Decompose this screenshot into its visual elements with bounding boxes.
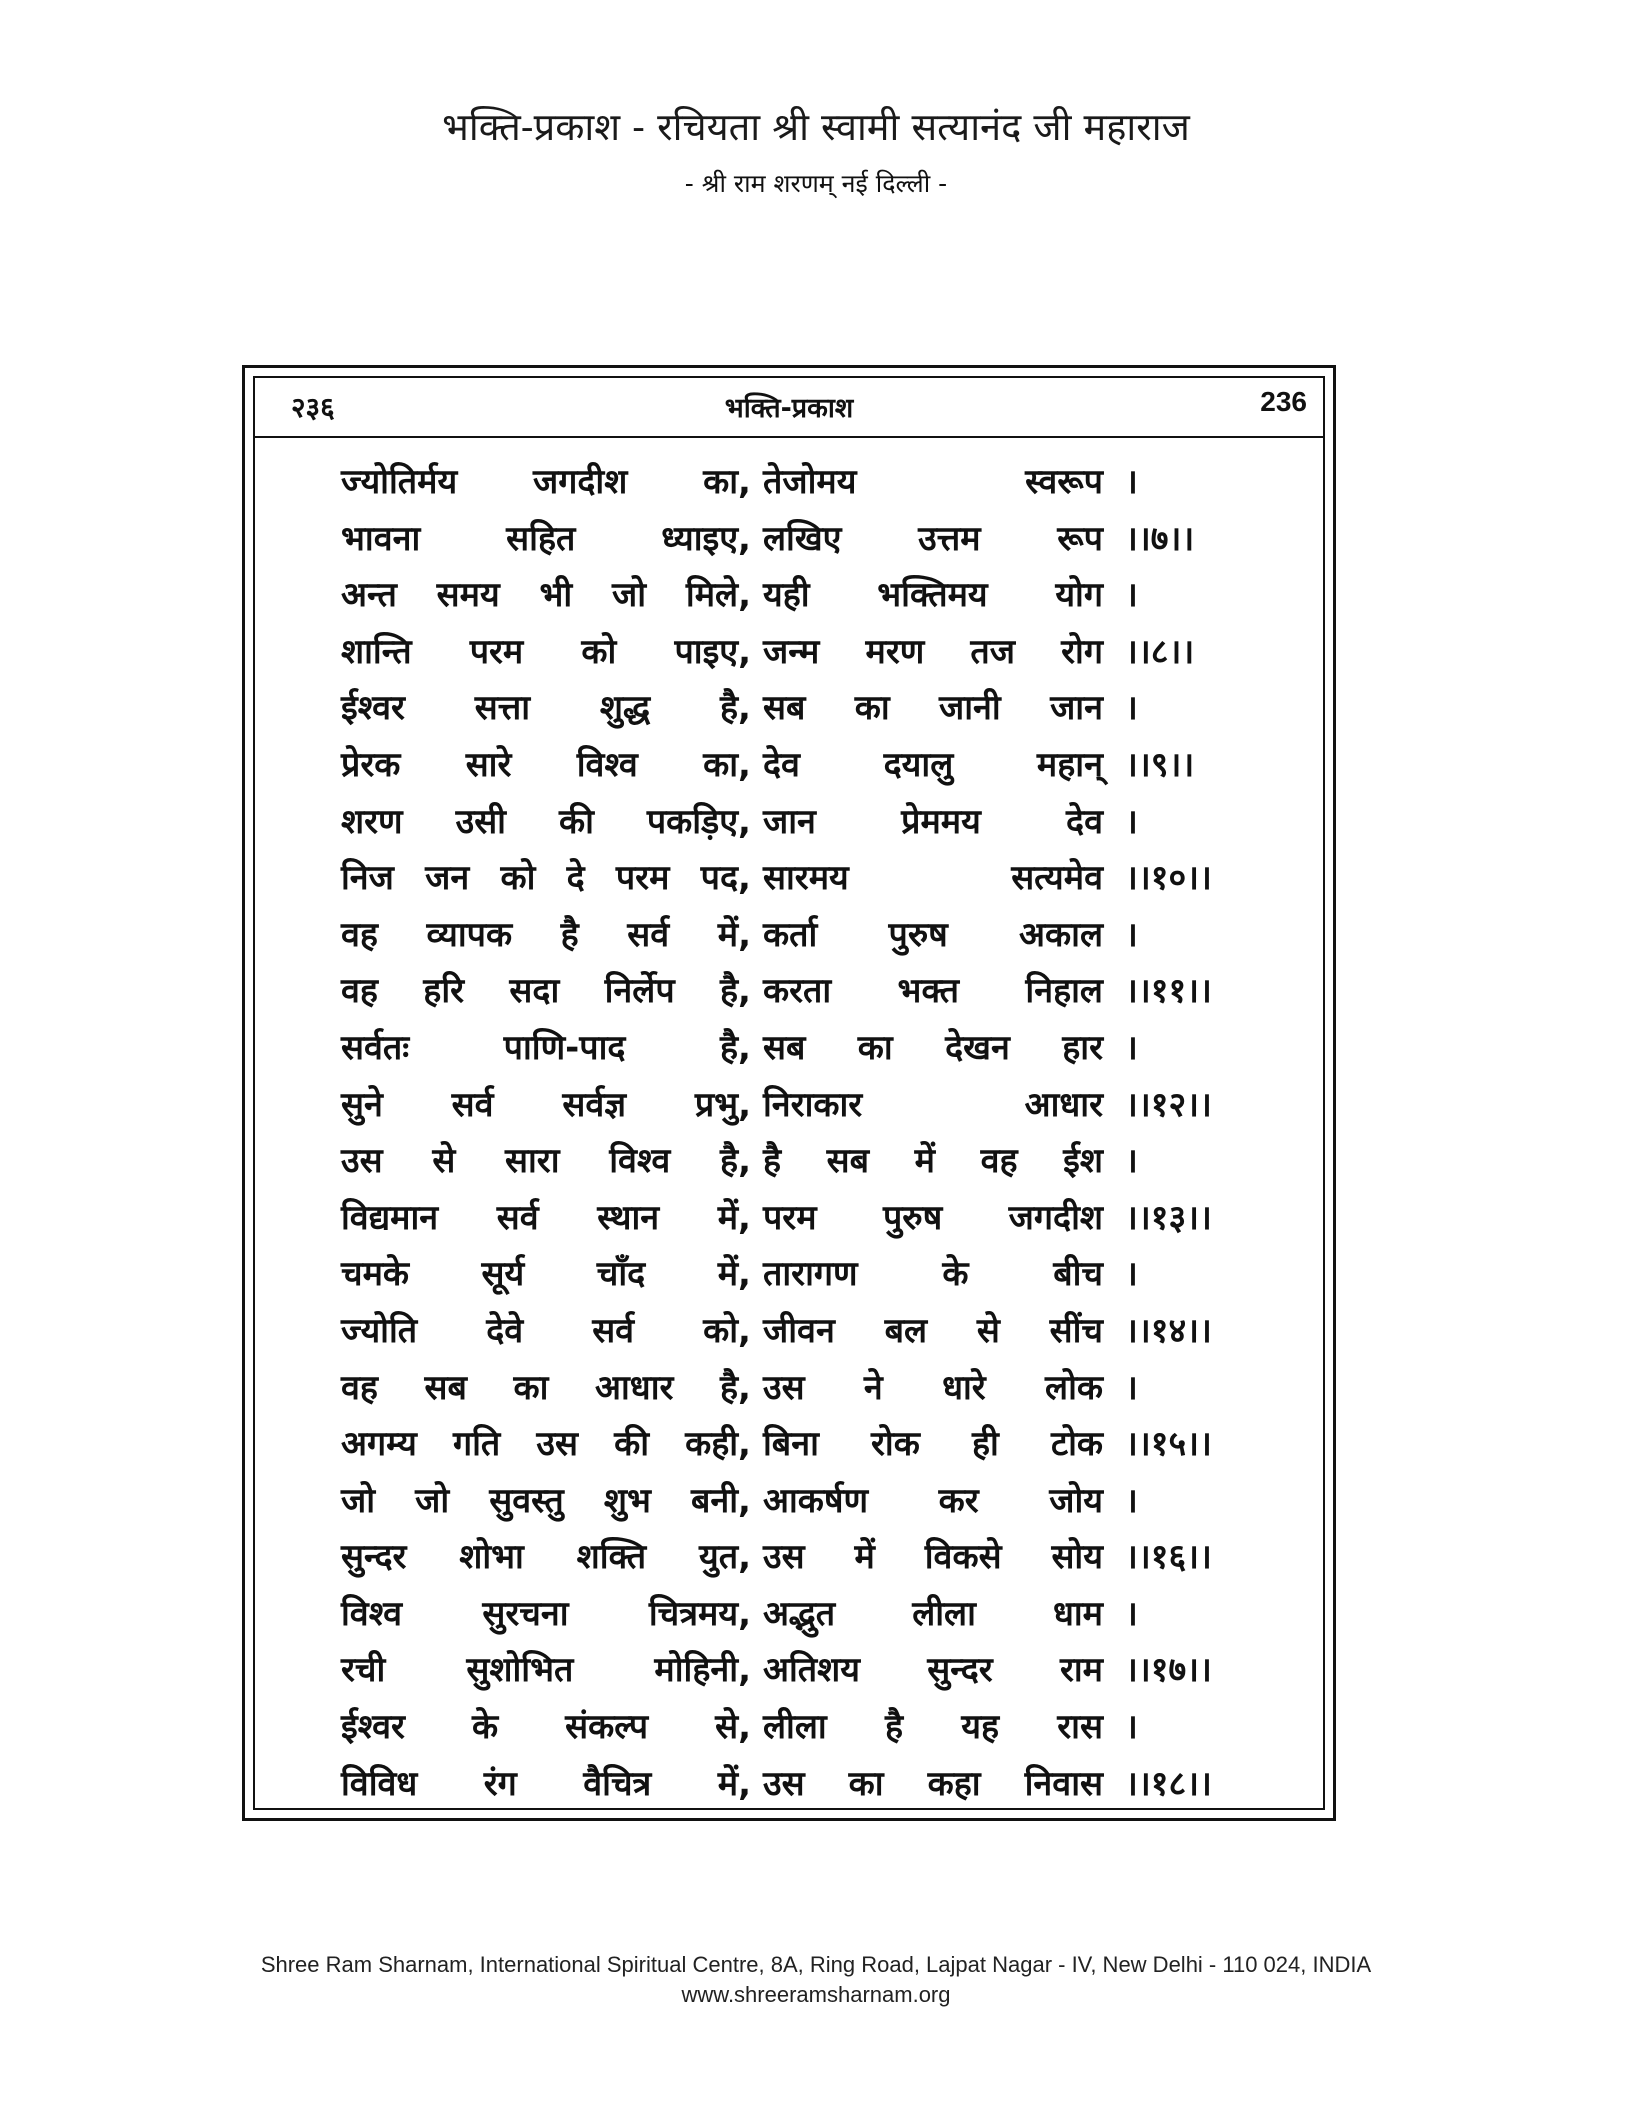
- verse-first-half: जो जो सुवस्तु शुभ बनी,: [341, 1480, 751, 1521]
- verse-first-half: रची सुशोभित मोहिनी,: [341, 1650, 751, 1691]
- verse-line: [341, 907, 1281, 964]
- verse-first-half: वह हरि सदा निर्लेप है,: [341, 971, 751, 1012]
- verse-line: [341, 1303, 1281, 1360]
- verse-marker: ।: [1125, 914, 1138, 955]
- verse-second-half: उस में विकसे सोय: [763, 1537, 1103, 1578]
- verse-line: [341, 1416, 1281, 1473]
- verse-second-half: जन्म मरण तज रोग: [763, 631, 1103, 672]
- verse-first-half: वह सब का आधार है,: [341, 1367, 751, 1408]
- verse-marker: ।।१७।।: [1125, 1650, 1212, 1691]
- verse-marker: ।।१२।।: [1125, 1084, 1212, 1125]
- verse-first-half: उस से सारा विश्व है,: [341, 1141, 751, 1182]
- verse-second-half: सब का देखन हार: [763, 1027, 1103, 1068]
- verse-marker: ।: [1125, 1367, 1138, 1408]
- verse-line: [341, 1529, 1281, 1586]
- verse-line: [341, 680, 1281, 737]
- verse-line: [341, 1473, 1281, 1530]
- verse-list: [341, 454, 1281, 1812]
- verse-marker: ।।१३।।: [1125, 1197, 1212, 1238]
- verse-first-half: सुने सर्व सर्वज्ञ प्रभु,: [341, 1084, 751, 1125]
- verse-marker: ।: [1125, 1027, 1138, 1068]
- verse-line: [341, 1586, 1281, 1643]
- verse-line: [341, 1756, 1281, 1813]
- footer-address: Shree Ram Sharnam, International Spiritual Centre, 8A, Ring Road, Lajpat Nagar - IV, New Delhi - 110 024, INDIA: [260, 1952, 1372, 1977]
- document-subtitle: - श्री राम शरणम् नई दिल्ली -: [684, 169, 948, 198]
- verse-first-half: विविध रंग वैचित्र में,: [341, 1763, 751, 1804]
- verse-marker: ।।१८।।: [1125, 1763, 1212, 1804]
- verse-marker: ।।११।।: [1125, 971, 1212, 1012]
- verse-line: [341, 1133, 1281, 1190]
- verse-marker: ।।१०।।: [1125, 858, 1212, 899]
- verse-marker: ।।८।।: [1125, 631, 1195, 672]
- verse-marker: ।: [1125, 1254, 1138, 1295]
- verse-line: [341, 1246, 1281, 1303]
- verse-first-half: ज्योतिर्मय जगदीश का,: [341, 462, 751, 502]
- verse-line: [341, 1190, 1281, 1247]
- verse-marker: ।।१५।।: [1125, 1424, 1212, 1465]
- verse-line: [341, 511, 1281, 568]
- verse-marker: ।।७।।: [1125, 518, 1195, 559]
- verse-first-half: भावना सहित ध्याइए,: [341, 518, 751, 559]
- verse-second-half: करता भक्त निहाल: [763, 971, 1103, 1012]
- verse-second-half: अद्भुत लीला धाम: [763, 1593, 1103, 1634]
- verse-line: [341, 850, 1281, 907]
- scanned-page-inner-border: [253, 376, 1325, 1810]
- verse-first-half: सुन्दर शोभा शक्ति युत,: [341, 1537, 751, 1578]
- verse-marker: ।।१६।।: [1125, 1537, 1212, 1578]
- verse-line: [341, 454, 1281, 511]
- verse-second-half: सारमय सत्यमेव: [763, 858, 1103, 899]
- verse-second-half: तेजोमय स्वरूप: [763, 462, 1103, 502]
- verse-second-half: लीला है यह रास: [763, 1707, 1103, 1748]
- footer-website: www.shreeramsharnam.org: [681, 1982, 951, 2007]
- verse-second-half: बिना रोक ही टोक: [763, 1424, 1103, 1465]
- page-number-arabic: 236: [1260, 386, 1307, 417]
- verse-second-half: परम पुरुष जगदीश: [763, 1197, 1103, 1238]
- verse-second-half: आकर्षण कर जोय: [763, 1480, 1103, 1521]
- verse-first-half: सर्वतः पाणि-पाद है,: [341, 1027, 751, 1068]
- verse-marker: ।।९।।: [1125, 744, 1195, 785]
- verse-marker: ।: [1125, 1707, 1138, 1748]
- verse-marker: ।।१४।।: [1125, 1310, 1212, 1351]
- verse-first-half: वह व्यापक है सर्व में,: [341, 914, 751, 955]
- verse-marker: ।: [1125, 1480, 1138, 1521]
- verse-line: [341, 567, 1281, 624]
- verse-first-half: अगम्य गति उस की कही,: [341, 1424, 751, 1465]
- verse-line: [341, 1360, 1281, 1417]
- verse-first-half: विद्यमान सर्व स्थान में,: [341, 1197, 751, 1238]
- verse-marker: ।: [1125, 801, 1138, 842]
- verse-second-half: देव दयालु महान्: [763, 744, 1103, 785]
- verse-first-half: ईश्वर सत्ता शुद्ध है,: [341, 688, 751, 729]
- verse-marker: ।: [1125, 575, 1138, 616]
- verse-first-half: प्रेरक सारे विश्व का,: [341, 744, 751, 785]
- verse-first-half: शरण उसी की पकड़िए,: [341, 801, 751, 842]
- verse-first-half: शान्ति परम को पाइए,: [341, 631, 751, 672]
- verse-second-half: जान प्रेममय देव: [763, 801, 1103, 842]
- verse-marker: ।: [1125, 688, 1138, 729]
- running-title: भक्ति-प्रकाश: [724, 393, 854, 424]
- verse-line: [341, 737, 1281, 794]
- verse-line: [341, 1077, 1281, 1134]
- verse-marker: ।: [1125, 1593, 1138, 1634]
- verse-line: [341, 794, 1281, 851]
- page-header: [255, 378, 1323, 438]
- verse-second-half: है सब में वह ईश: [763, 1141, 1103, 1182]
- verse-second-half: उस का कहा निवास: [763, 1763, 1103, 1804]
- verse-line: [341, 624, 1281, 681]
- verse-second-half: अतिशय सुन्दर राम: [763, 1650, 1103, 1691]
- verse-second-half: निराकार आधार: [763, 1084, 1103, 1125]
- verse-line: [341, 1642, 1281, 1699]
- verse-marker: ।: [1125, 1141, 1138, 1182]
- verse-second-half: जीवन बल से सींच: [763, 1310, 1103, 1351]
- verse-line: [341, 963, 1281, 1020]
- verse-second-half: उस ने धारे लोक: [763, 1367, 1103, 1408]
- verse-first-half: ज्योति देवे सर्व को,: [341, 1310, 751, 1351]
- verse-second-half: यही भक्तिमय योग: [763, 575, 1103, 616]
- verse-second-half: सब का जानी जान: [763, 688, 1103, 729]
- verse-line: [341, 1020, 1281, 1077]
- verse-first-half: ईश्वर के संकल्प से,: [341, 1707, 751, 1748]
- document-title: भक्ति-प्रकाश - रचियता श्री स्वामी सत्यानंद जी महाराज: [442, 105, 1190, 149]
- scanned-page-frame: [242, 365, 1336, 1821]
- verse-first-half: विश्व सुरचना चित्रमय,: [341, 1593, 751, 1634]
- verse-second-half: लखिए उत्तम रूप: [763, 518, 1103, 559]
- verse-second-half: तारागण के बीच: [763, 1254, 1103, 1295]
- verse-line: [341, 1699, 1281, 1756]
- verse-first-half: निज जन को दे परम पद,: [341, 858, 751, 899]
- verse-first-half: चमके सूर्य चाँद में,: [341, 1254, 751, 1295]
- verse-marker: ।: [1125, 462, 1138, 502]
- page-number-hindi: २३६: [291, 391, 335, 424]
- verse-first-half: अन्त समय भी जो मिले,: [341, 575, 751, 616]
- verse-second-half: कर्ता पुरुष अकाल: [763, 914, 1103, 955]
